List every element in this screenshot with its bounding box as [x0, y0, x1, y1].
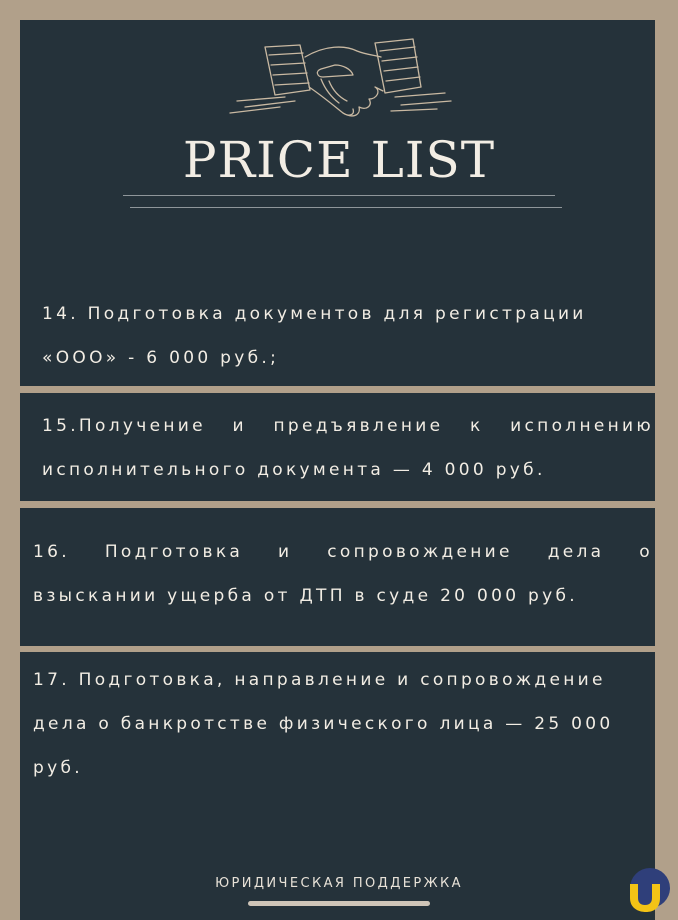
- page-title: PRICE LIST: [182, 131, 496, 189]
- home-indicator[interactable]: [248, 901, 430, 906]
- price-item-17: 17. Подготовка, направление и сопровождение дела о банкротстве физического лица — 25 000 руб.: [33, 670, 614, 778]
- title-divider-bottom: [130, 207, 562, 208]
- price-item-16: 16. Подготовка и сопровождение дела о взыскании ущерба от ДТП в суде 20 000 руб.: [33, 542, 653, 606]
- app-badge-icon[interactable]: [624, 864, 670, 914]
- price-item-15: 15.Получение и предъявление к исполнению исполнительного документа — 4 000 руб.: [42, 416, 654, 480]
- footer-tagline: ЮРИДИЧЕСКАЯ ПОДДЕРЖКА: [215, 876, 463, 891]
- title-divider-top: [123, 195, 555, 196]
- price-item-14: 14. Подготовка документов для регистрации «ООО» - 6 000 руб.;: [42, 304, 587, 368]
- handshake-icon: [225, 35, 455, 127]
